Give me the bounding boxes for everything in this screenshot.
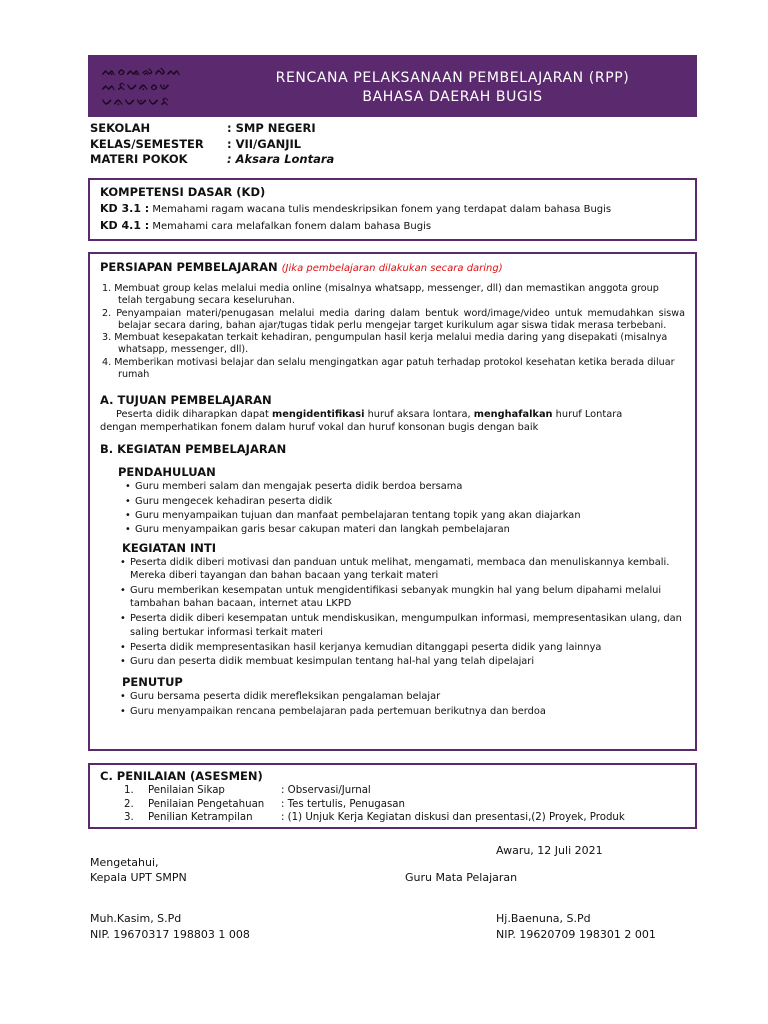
- kd-item: [100, 218, 685, 235]
- pendahuluan-title: PENDAHULUAN: [118, 465, 216, 480]
- kd-text: Memahami cara melafalkan fonem dalam bahasa Bugis: [149, 221, 432, 232]
- row-number: 1.: [124, 785, 134, 796]
- text-segment: Peserta didik diharapkan dapat: [116, 409, 273, 421]
- penutup-title: PENUTUP: [122, 675, 183, 690]
- penilaian-title: C. PENILAIAN (ASESMEN): [100, 769, 263, 783]
- list-item: • Guru memberikan kesempatan untuk mengidentifikasi sebanyak mungkin hal yang belum dipahami melalui tambahan bahan bacaan, internet atau LKPD: [120, 584, 685, 610]
- persiapan-title: [100, 260, 685, 276]
- mengetahui-label: Mengetahui,: [90, 856, 159, 869]
- kd-code: KD 3.1 :: [100, 202, 150, 215]
- list-item: 4. Memberikan motivasi belajar dan selalu mengingatkan agar patuh terhadap protokol kesehatan ketika berada diluar rumah: [102, 356, 675, 381]
- logo-row: ᨓᨅᨆᨊᨔᨉ: [102, 79, 172, 93]
- tujuan-line-2: dengan memperhatikan fonem dalam huruf vokal dan huruf konsonan bugis dengan baik: [100, 422, 539, 434]
- pendahuluan-list: [100, 480, 685, 537]
- persiapan-note: (Jika pembelajaran dilakukan secara daring): [281, 263, 503, 274]
- header-banner: [88, 55, 697, 117]
- info-value: : SMP NEGERI: [227, 121, 316, 135]
- kd-code: KD 4.1 :: [100, 219, 150, 232]
- logo-row: ᨕᨔᨕᨋᨄᨓ: [102, 64, 183, 78]
- penilaian-row: [100, 784, 685, 798]
- info-row: [90, 137, 334, 153]
- info-key: SEKOLAH: [90, 121, 151, 135]
- persiapan-list: [100, 283, 685, 381]
- school-info: [90, 121, 334, 168]
- inti-list: [100, 556, 685, 670]
- title-line-2: BAHASA DAERAH BUGIS: [362, 89, 543, 105]
- list-item: 1. Membuat group kelas melalui media online (misalnya whatsapp, messenger, dll) dan memastikan anggota group telah tergabung secara keseluruhan.: [102, 283, 659, 307]
- row-value: : (1) Unjuk Kerja Kegiatan diskusi dan presentasi,(2) Proyek, Produk: [281, 812, 625, 823]
- kd-title: KOMPETENSI DASAR (KD): [100, 185, 266, 199]
- list-item: • Guru menyampaikan garis besar cakupan materi dan langkah pembelajaran: [125, 523, 685, 537]
- info-row: [90, 121, 334, 137]
- lontara-logo: [102, 64, 186, 110]
- keyword: mengidentifikasi: [272, 409, 365, 421]
- list-item: • Guru bersama peserta didik merefleksikan pengalaman belajar: [120, 690, 685, 704]
- kd-item: [100, 201, 685, 218]
- penilaian-box: [88, 763, 697, 829]
- guru-title: Guru Mata Pelajaran: [405, 871, 518, 884]
- row-number: 3.: [124, 812, 134, 823]
- row-key: Penilian Ketrampilan: [148, 812, 253, 823]
- kd-text: Memahami ragam wacana tulis mendeskripsikan fonem yang terdapat dalam bahasa Bugis: [149, 204, 612, 215]
- guru-nip: NIP. 19620709 198301 2 001: [496, 928, 656, 941]
- guru-name: Hj.Baenuna, S.Pd: [496, 912, 591, 925]
- title-line-1: RENCANA PELAKSANAAN PEMBELAJARAN (RPP): [275, 70, 630, 86]
- info-value: : Aksara Lontara: [227, 152, 335, 166]
- penilaian-row: [100, 798, 685, 812]
- penilaian-row: [100, 811, 685, 825]
- list-item: • Guru mengecek kehadiran peserta didik: [125, 495, 685, 509]
- row-key: Penilaian Sikap: [148, 785, 225, 796]
- info-value: : VII/GANJIL: [227, 136, 302, 151]
- row-value: : Observasi/Jurnal: [281, 785, 371, 796]
- kepala-nip: NIP. 19670317 198803 1 008: [90, 928, 250, 941]
- main-content-box: [88, 252, 697, 751]
- text-segment: huruf aksara lontara,: [364, 409, 474, 421]
- list-item: • Guru memberi salam dan mengajak peserta didik berdoa bersama: [125, 480, 685, 494]
- text-segment: huruf Lontara: [552, 409, 623, 421]
- kepala-name: Muh.Kasim, S.Pd: [90, 912, 182, 925]
- list-item: 3. Membuat kesepakatan terkait kehadiran, pengumpulan hasil kerja melalui media daring yang disepakati (misalnya whatsapp, messenger, dll).: [102, 332, 668, 356]
- list-item: 2. Penyampaian materi/penugasan melalui media daring dalam bentuk word/image/video untuk memudahkan siswa belajar secara daring, bahan ajar/tugas tidak perlu mengejar target kurikulum agar siswa tidak merasa terbebani.: [102, 307, 685, 331]
- info-key: MATERI POKOK: [90, 152, 188, 166]
- inti-title: KEGIATAN INTI: [122, 540, 216, 555]
- list-item: • Guru menyampaikan rencana pembelajaran pada pertemuan berikutnya dan berdoa: [120, 705, 685, 719]
- list-item: • Guru menyampaikan tujuan dan manfaat pembelajaran tentang topik yang akan diajarkan: [125, 509, 685, 523]
- logo-row: ᨆᨊᨆᨉᨆᨅ: [102, 94, 171, 108]
- place-date: Awaru, 12 Juli 2021: [496, 844, 603, 857]
- list-item: • Guru dan peserta didik membuat kesimpulan tentang hal-hal yang telah dipelajari: [120, 655, 685, 669]
- penutup-list: [100, 690, 685, 719]
- info-row: [90, 152, 334, 168]
- info-key: KELAS/SEMESTER: [90, 136, 204, 151]
- tujuan-line-1: [100, 408, 685, 421]
- keyword: menghafalkan: [473, 409, 553, 421]
- tujuan-title: A. TUJUAN PEMBELAJARAN: [100, 393, 272, 408]
- list-item: • Peserta didik diberi kesempatan untuk mendiskusikan, mengumpulkan informasi, mempresentasikan ulang, dan saling bertukar informasi terkait materi: [120, 612, 685, 638]
- list-item: • Peserta didik diberi motivasi dan panduan untuk melihat, mengamati, membaca dan menuliskannya kembali. Mereka diberi tayangan dan bahan bacaan yang terkait materi: [120, 556, 685, 582]
- row-value: : Tes tertulis, Penugasan: [281, 798, 405, 810]
- persiapan-heading: PERSIAPAN PEMBELAJARAN: [100, 260, 278, 274]
- kepala-title: Kepala UPT SMPN: [90, 871, 187, 884]
- row-number: 2.: [124, 798, 134, 810]
- row-key: Penilaian Pengetahuan: [148, 798, 265, 810]
- kompetensi-dasar-box: [88, 178, 697, 241]
- list-item: • Peserta didik mempresentasikan hasil kerjanya kemudian ditanggapi peserta didik yang lainnya: [120, 641, 685, 655]
- kegiatan-title: B. KEGIATAN PEMBELAJARAN: [100, 442, 287, 457]
- document-title: [218, 69, 687, 107]
